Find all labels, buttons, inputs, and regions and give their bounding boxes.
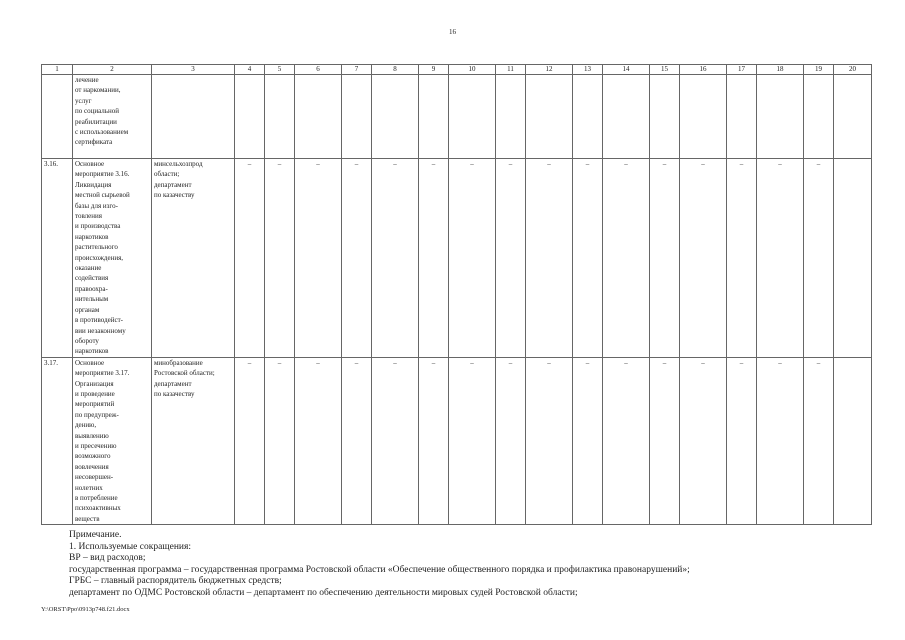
value-cell: – <box>342 159 372 358</box>
value-cell: – <box>727 357 757 525</box>
value-cell: – <box>449 159 496 358</box>
value-cell: – <box>526 357 573 525</box>
value-cell: – <box>526 159 573 358</box>
column-header: 5 <box>265 65 295 75</box>
row-number-cell: 3.17. <box>42 357 73 525</box>
executor-cell: минобразование Ростовской области; департамент по казачеству <box>152 357 235 525</box>
column-header: 19 <box>804 65 834 75</box>
value-cell <box>834 357 872 525</box>
value-cell: – <box>295 357 342 525</box>
column-header: 11 <box>496 65 526 75</box>
executor-cell <box>152 75 235 159</box>
value-cell: – <box>496 357 526 525</box>
table-row <box>42 357 872 525</box>
column-header: 8 <box>372 65 419 75</box>
value-cell: – <box>573 159 603 358</box>
value-cell: – <box>757 159 804 358</box>
value-cell <box>295 75 342 159</box>
value-cell <box>680 75 727 159</box>
value-cell <box>650 75 680 159</box>
value-cell: – <box>372 159 419 358</box>
table-row <box>42 159 872 358</box>
value-cell <box>449 75 496 159</box>
value-cell <box>342 75 372 159</box>
value-cell: – <box>727 159 757 358</box>
notes <box>69 530 690 600</box>
page-number: 16 <box>449 28 456 36</box>
value-cell: – <box>419 357 449 525</box>
value-cell: – <box>265 159 295 358</box>
column-header: 6 <box>295 65 342 75</box>
value-cell <box>573 75 603 159</box>
column-header: 13 <box>573 65 603 75</box>
column-header: 2 <box>73 65 152 75</box>
value-cell <box>603 75 650 159</box>
value-cell: – <box>496 159 526 358</box>
value-cell <box>727 75 757 159</box>
column-header: 7 <box>342 65 372 75</box>
row-number-cell: 3.16. <box>42 159 73 358</box>
value-cell: – <box>650 357 680 525</box>
program-table <box>41 64 872 525</box>
column-header: 18 <box>757 65 804 75</box>
column-header: 1 <box>42 65 73 75</box>
value-cell: – <box>235 357 265 525</box>
value-cell: – <box>449 357 496 525</box>
value-cell: – <box>235 159 265 358</box>
activity-name-cell: Основное мероприятие 3.16. Ликвидация местной сырьевой базы для изго- товления и производства наркотиков растительного происхождения, оказание содействия правоохра- нительным органам в противодейст- вии незаконному обороту наркотиков <box>73 159 152 358</box>
value-cell <box>526 75 573 159</box>
value-cell: – <box>295 159 342 358</box>
value-cell: – <box>804 159 834 358</box>
executor-cell: минсельхозпрод области; департамент по казачеству <box>152 159 235 358</box>
value-cell: – <box>603 357 650 525</box>
value-cell <box>804 75 834 159</box>
column-header: 10 <box>449 65 496 75</box>
value-cell: – <box>680 357 727 525</box>
value-cell: – <box>680 159 727 358</box>
table-row <box>42 75 872 159</box>
value-cell: – <box>603 159 650 358</box>
value-cell <box>757 75 804 159</box>
column-header: 12 <box>526 65 573 75</box>
column-header: 4 <box>235 65 265 75</box>
notes-item1: 1. Используемые сокращения: <box>69 541 191 552</box>
column-header: 14 <box>603 65 650 75</box>
value-cell: – <box>265 357 295 525</box>
header-row <box>42 65 872 75</box>
value-cell <box>265 75 295 159</box>
value-cell: – <box>419 159 449 358</box>
column-header: 16 <box>680 65 727 75</box>
value-cell <box>235 75 265 159</box>
activity-name-cell: Основное мероприятие 3.17. Организация и проведение мероприятий по предупреж- дению, выявлению и пресечению возможного вовлечения несовершен- нолетних в потребление психоактивных веществ <box>73 357 152 525</box>
value-cell <box>834 159 872 358</box>
value-cell <box>419 75 449 159</box>
notes-line: департамент по ОДМС Ростовской области – департамент по обеспечению деятельности мировых судей Ростовской области; <box>69 587 578 598</box>
value-cell: – <box>757 357 804 525</box>
file-path-footer: Y:\ORST\Ppo\0913p748.f21.docx <box>41 606 130 613</box>
notes-title: Примечание. <box>69 530 122 540</box>
column-header: 3 <box>152 65 235 75</box>
notes-line: ВР – вид расходов; <box>69 553 146 564</box>
value-cell: – <box>804 357 834 525</box>
column-header: 17 <box>727 65 757 75</box>
value-cell <box>496 75 526 159</box>
value-cell: – <box>650 159 680 358</box>
column-header: 15 <box>650 65 680 75</box>
column-header: 9 <box>419 65 449 75</box>
value-cell <box>834 75 872 159</box>
notes-line: государственная программа – государственная программа Ростовской области «Обеспечение общественного порядка и профилактика правонарушений»; <box>69 564 690 575</box>
value-cell: – <box>372 357 419 525</box>
row-number-cell <box>42 75 73 159</box>
column-header: 20 <box>834 65 872 75</box>
activity-name-cell: лечение от наркомании, услуг по социальной реабилитации с использованием сертификата <box>73 75 152 159</box>
value-cell <box>372 75 419 159</box>
value-cell: – <box>342 357 372 525</box>
notes-line: ГРБС – главный распорядитель бюджетных средств; <box>69 576 282 587</box>
value-cell: – <box>573 357 603 525</box>
